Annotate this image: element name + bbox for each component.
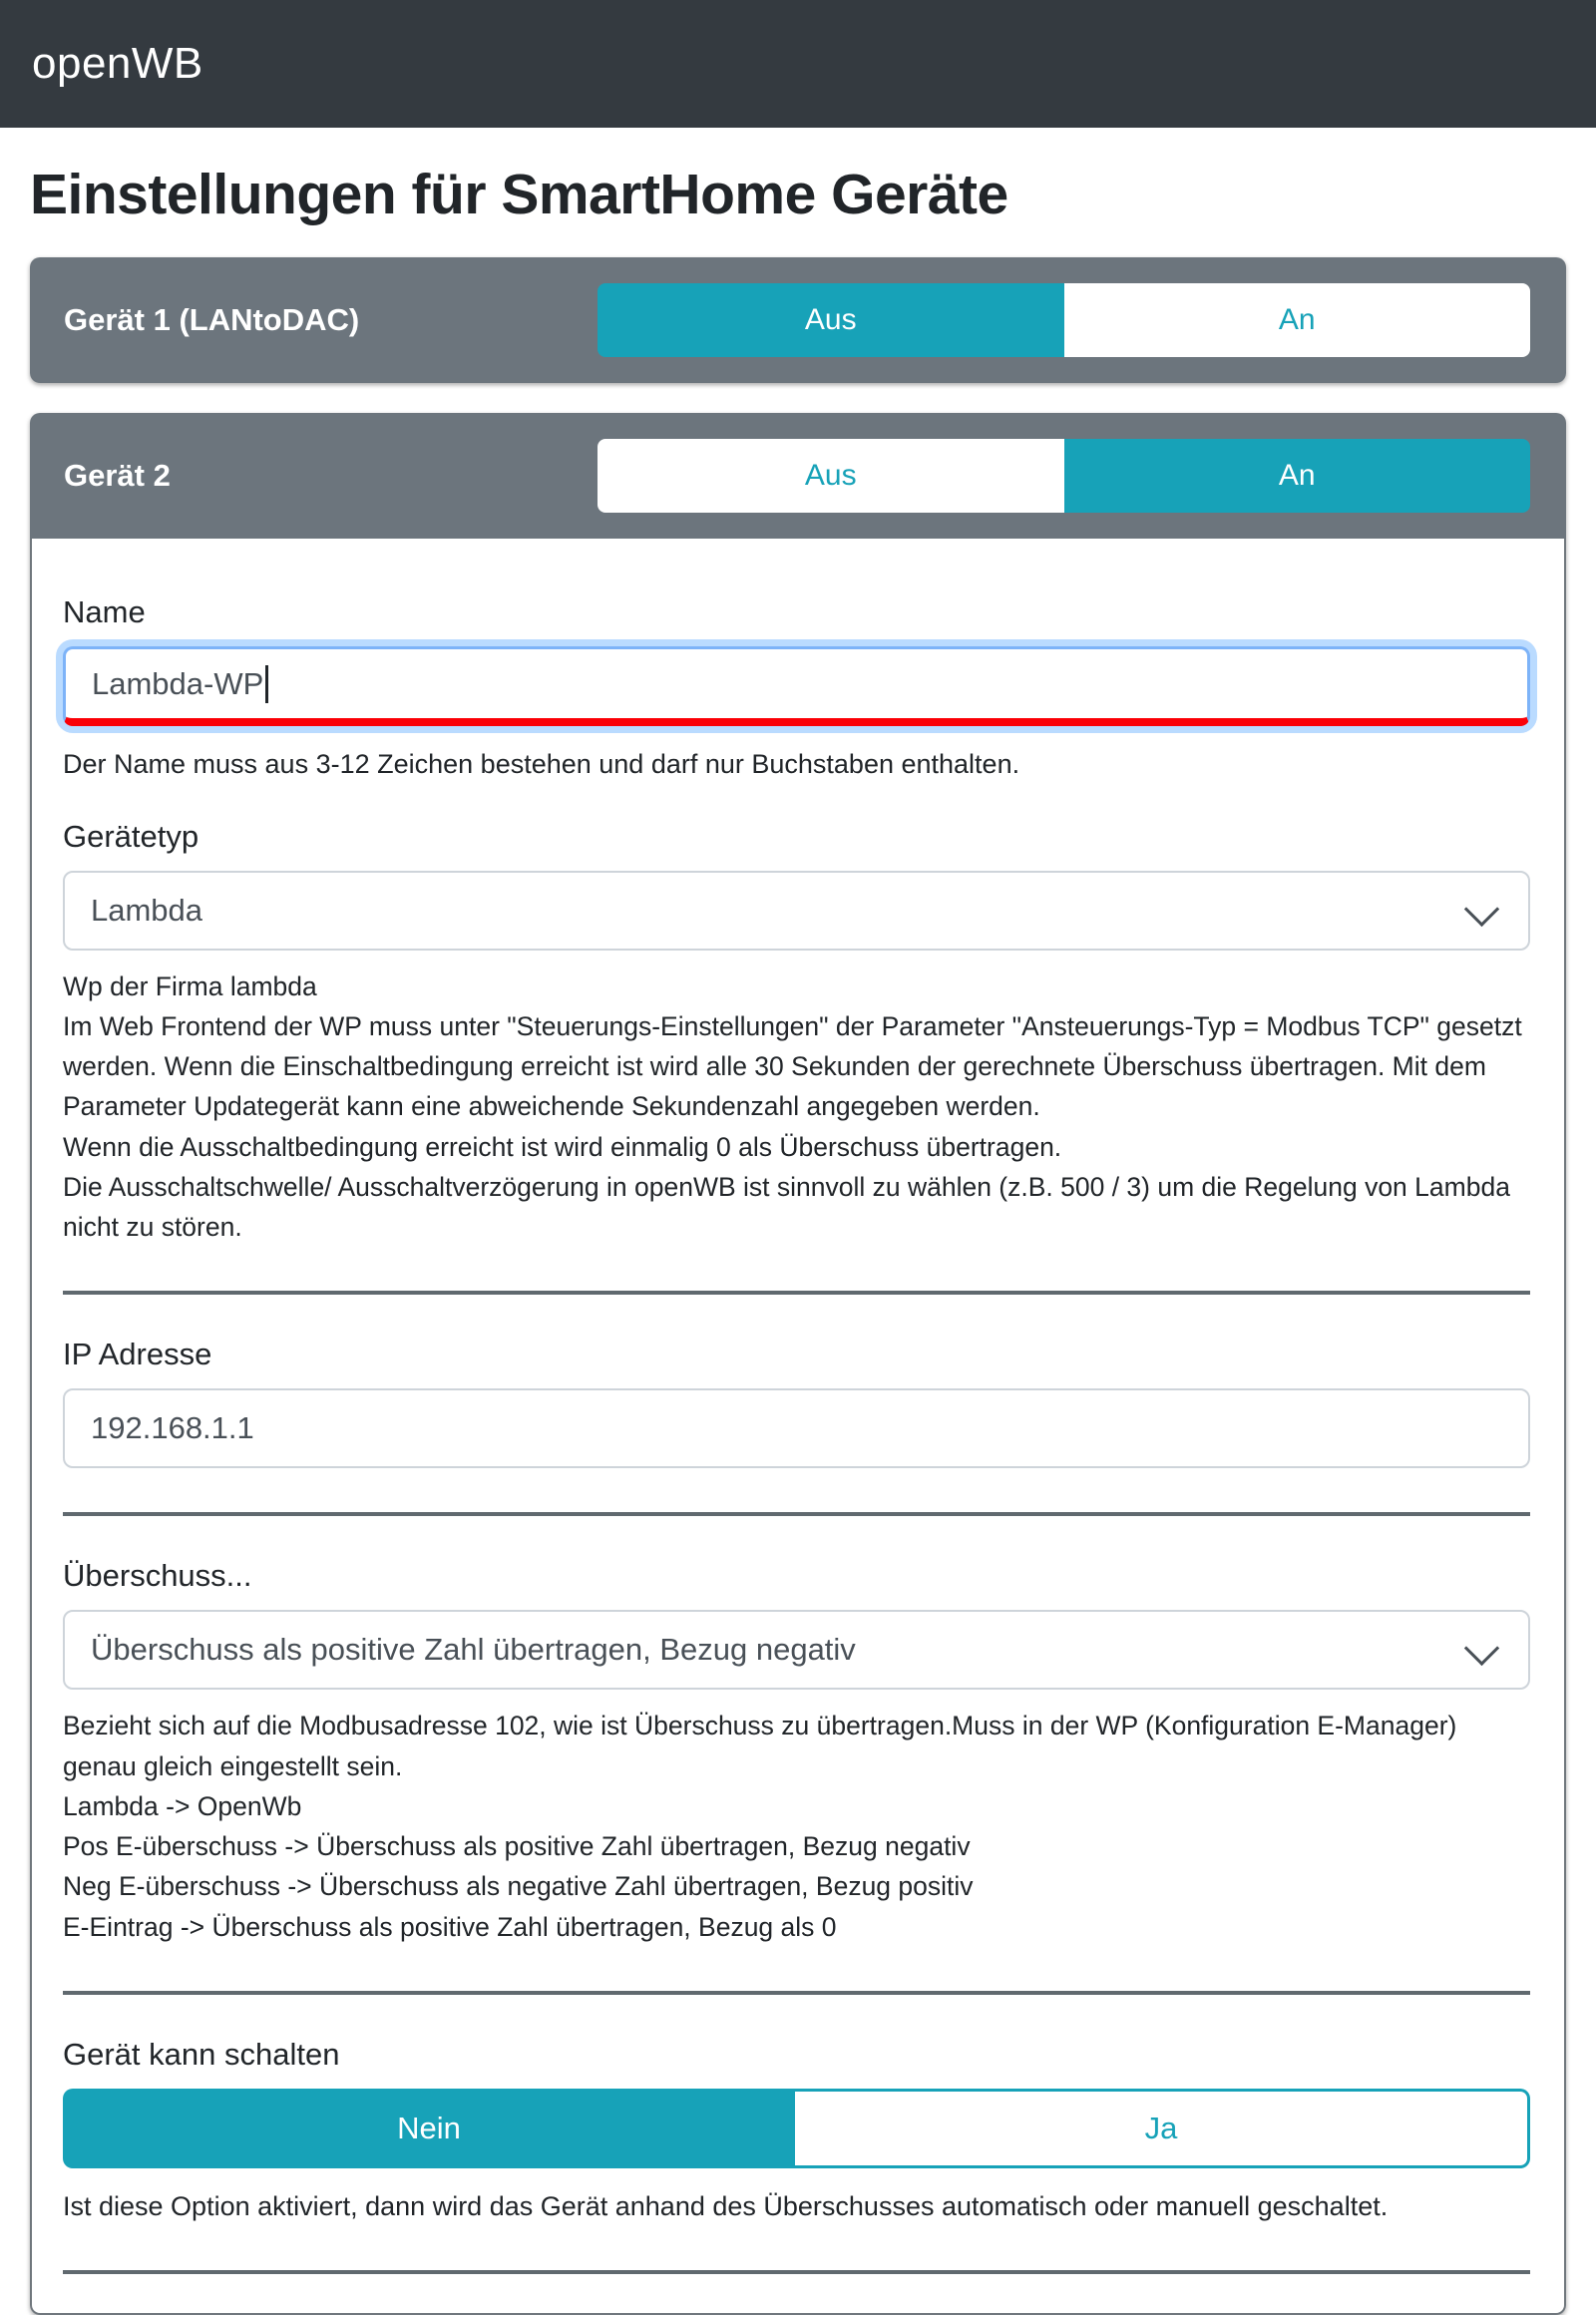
chevron-down-icon: [1464, 1631, 1499, 1666]
can-switch-toggle-group: [63, 2089, 1530, 2168]
device2-header: [30, 413, 1566, 539]
can-switch-label: Gerät kann schalten: [63, 2036, 340, 2072]
device-type-description: Wp der Firma lambda Im Web Frontend der WP muss unter "Steuerungs-Einstellungen" der Parameter "Ansteuerungs-Typ = Modbus TCP" gesetzt werden. Wenn die Einschaltbedingung erreicht ist wird alle 30 Sekunden der gerechnete Überschuss übertragen. Mit dem Parameter Updategerät kann eine abweichende Sekundenzahl angegeben werden. Wenn die Ausschaltbedingung erreicht ist wird einmalig 0 als Überschuss übertragen. Die Ausschaltschwelle/ Ausschaltverzögerung in openWB ist sinnvoll zu wählen (z.B. 500 / 3) um die Regelung von Lambda nicht zu stören.: [63, 970, 1522, 1243]
device2-settings-panel: [30, 539, 1566, 2315]
ip-address-value: 192.168.1.1: [91, 1410, 254, 1446]
device-type-select[interactable]: [63, 871, 1530, 951]
device1-off-button[interactable]: Aus: [598, 283, 1064, 357]
name-label: Name: [63, 594, 146, 629]
section-divider: [63, 1512, 1530, 1516]
device1-header: [30, 257, 1566, 383]
section-divider: [63, 1991, 1530, 1995]
surplus-selected-value: Überschuss als positive Zahl übertragen, Bezug negativ: [91, 1632, 856, 1668]
device1-label: Gerät 1 (LANtoDAC): [64, 302, 360, 337]
device1-on-button[interactable]: An: [1064, 283, 1531, 357]
text-cursor: [265, 665, 268, 703]
section-divider: [63, 1291, 1530, 1295]
surplus-label: Überschuss...: [63, 1558, 252, 1594]
surplus-select[interactable]: [63, 1610, 1530, 1690]
device1-toggle-group: [598, 283, 1530, 357]
name-input[interactable]: [63, 646, 1530, 726]
device-type-label: Gerätetyp: [63, 818, 200, 854]
device2-off-button[interactable]: Aus: [598, 439, 1064, 513]
device2-label: Gerät 2: [64, 458, 171, 493]
device2-on-button[interactable]: An: [1064, 439, 1531, 513]
page-title: Einstellungen für SmartHome Geräte: [30, 163, 1008, 226]
name-input-value: Lambda-WP: [92, 665, 264, 701]
can-switch-no-button[interactable]: Nein: [63, 2089, 795, 2168]
can-switch-yes-button[interactable]: Ja: [795, 2089, 1530, 2168]
app-brand: openWB: [32, 39, 203, 88]
section-divider: [63, 2270, 1530, 2274]
device-type-selected-value: Lambda: [91, 892, 203, 928]
name-help-text: Der Name muss aus 3-12 Zeichen bestehen und darf nur Buchstaben enthalten.: [63, 749, 1020, 779]
device2-card: [30, 413, 1566, 2315]
device2-toggle-group: [598, 439, 1530, 513]
ip-address-label: IP Adresse: [63, 1337, 212, 1372]
device1-card: [30, 257, 1566, 383]
chevron-down-icon: [1464, 891, 1499, 926]
ip-address-input[interactable]: [63, 1388, 1530, 1468]
top-navbar: [0, 0, 1596, 128]
surplus-description: Bezieht sich auf die Modbusadresse 102, wie ist Überschuss zu übertragen.Muss in der WP (Konfiguration E-Manager) genau gleich eingestellt sein. Lambda -> OpenWb Pos E-überschuss -> Überschuss als positive Zahl übertragen, Bezug negativ Neg E-überschuss -> Überschuss als negative Zahl übertragen, Bezug positiv E-Eintrag -> Überschuss als positive Zahl übertragen, Bezug als 0: [63, 1711, 1457, 1942]
can-switch-help-text: Ist diese Option aktiviert, dann wird das Gerät anhand des Überschusses automatisch oder manuell geschaltet.: [63, 2190, 1389, 2221]
